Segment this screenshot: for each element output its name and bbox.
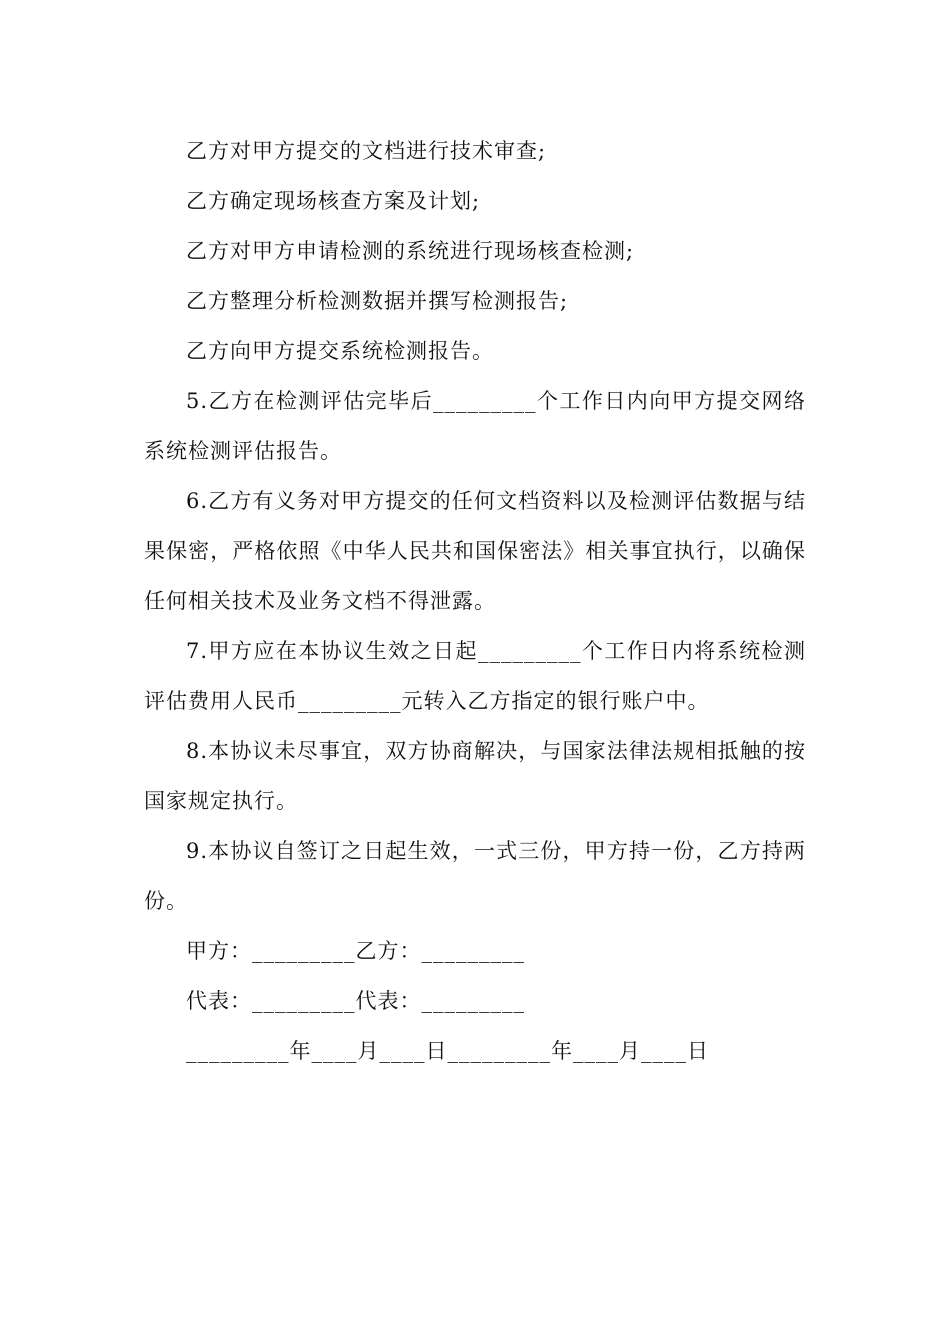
paragraph-onsite-plan: 乙方确定现场核查方案及计划; <box>186 189 481 213</box>
clause-6: 6.乙方有义务对甲方提交的任何文档资料以及检测评估数据与结果保密，严格依照《中华人民共和国保密法》相关事宜执行，以确保任何相关技术及业务文档不得泄露。 <box>144 489 806 613</box>
paragraph-review-docs: 乙方对甲方提交的文档进行技术审查; <box>186 139 547 163</box>
signature-representatives: 代表：_________代表：_________ <box>186 989 525 1013</box>
paragraph-submit-report: 乙方向甲方提交系统检测报告。 <box>186 339 494 363</box>
signature-parties: 甲方：_________乙方：_________ <box>186 939 525 963</box>
signature-dates: _________年____月____日_________年____月____日 <box>186 1039 709 1063</box>
paragraph-write-report: 乙方整理分析检测数据并撰写检测报告; <box>186 289 569 313</box>
paragraph-onsite-check: 乙方对甲方申请检测的系统进行现场核查检测; <box>186 239 635 263</box>
clause-5: 5.乙方在检测评估完毕后_________个工作日内向甲方提交网络系统检测评估报告。 <box>144 389 806 463</box>
document-body <box>144 126 806 1076</box>
clause-8: 8.本协议未尽事宜，双方协商解决，与国家法律法规相抵触的按国家规定执行。 <box>144 739 806 813</box>
clause-7: 7.甲方应在本协议生效之日起_________个工作日内将系统检测评估费用人民币_________元转入乙方指定的银行账户中。 <box>144 639 806 713</box>
clause-9: 9.本协议自签订之日起生效，一式三份，甲方持一份，乙方持两份。 <box>144 839 806 913</box>
